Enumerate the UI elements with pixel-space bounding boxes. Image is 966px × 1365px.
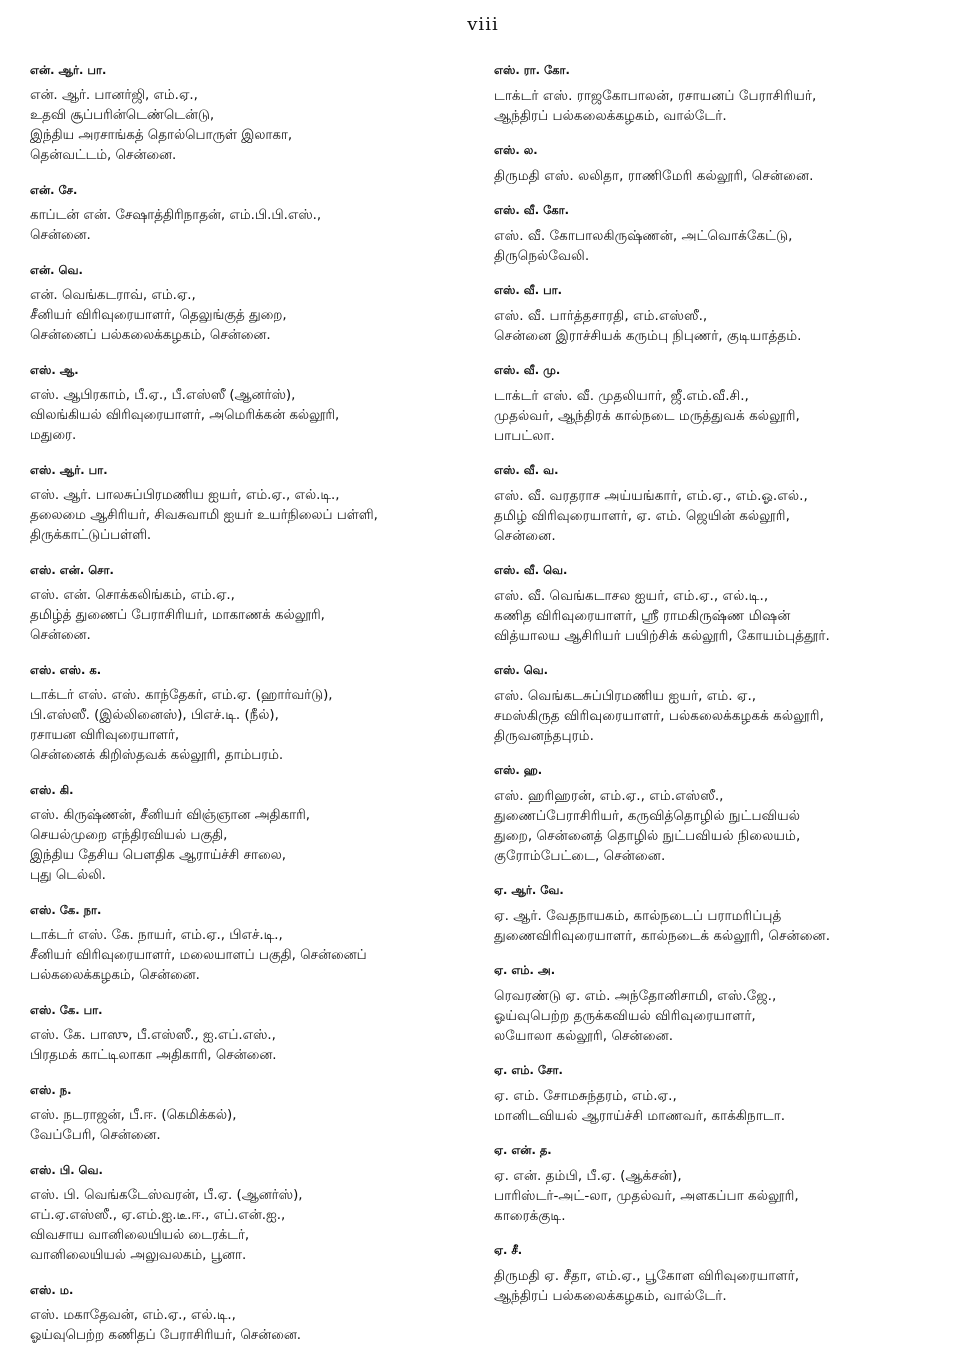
contributor-entry [30, 262, 470, 346]
contributor-detail-line: டாக்டர் எஸ். வீ. முதலியார், ஜீ.எம்.வீ.சி., [494, 388, 749, 404]
contributor-detail-line: எஸ். என். சொக்கலிங்கம், எம்.ஏ., [30, 588, 235, 603]
contributor-entry [30, 562, 470, 646]
contributor-entry [30, 362, 470, 446]
contributor-detail-line: ஆந்திரப் பல்கலைக்கழகம், வால்டேர். [494, 1288, 727, 1304]
contributor-detail-line: சென்னை. [30, 628, 91, 643]
contributor-detail-line: ஓய்வுபெற்ற தருக்கவியல் விரிவுரையாளர், [494, 1008, 756, 1024]
contributor-detail-line: என். ஆர். பானர்ஜி, எம்.ஏ., [30, 88, 198, 103]
contributor-detail-line: சென்னைக் கிறிஸ்தவக் கல்லூரி, தாம்பரம். [30, 748, 284, 763]
contributor-entry [494, 562, 944, 646]
contributor-detail-line: திருவனந்தபுரம். [494, 728, 594, 744]
contributor-detail-line: விலங்கியல் விரிவுரையாளர், அமெரிக்கன் கல்லூரி, [30, 408, 340, 423]
contributor-detail-line: எஸ். நடராஜன், பீ.ஈ. (கெமிக்கல்), [30, 1108, 237, 1123]
contributor-detail-line: எஸ். ஹரிஹரன், எம்.ஏ., எம்.எஸ்ஸீ., [494, 788, 724, 804]
contributor-abbreviation: ஏ. ஆர். வே. [494, 883, 564, 897]
contributor-abbreviation: எஸ். வீ. வெ. [494, 563, 568, 577]
contributor-detail-line: சீனியர் விரிவுரையாளர், தெலுங்குத் துறை, [30, 308, 287, 323]
contributor-abbreviation: ஏ. என். த. [494, 1143, 552, 1157]
contributor-detail-line: எஸ். ஆபிரகாம், பீ.ஏ., பீ.எஸ்ஸீ (ஆனர்ஸ்), [30, 388, 296, 403]
contributor-detail-line: எஸ். ஆர். பாலசுப்பிரமணிய ஐயர், எம்.ஏ., எல்.டி., [30, 488, 340, 503]
contributor-detail-line: ரெவரண்டு ஏ. எம். அந்தோனிசாமி, எஸ்.ஜே., [494, 988, 777, 1004]
contributor-detail-line: எஸ். வீ. வெங்கடாசல ஐயர், எம்.ஏ., எல்.டி., [494, 588, 769, 604]
contributor-detail-line: காப்டன் என். சேஷாத்திரிநாதன், எம்.பி.பி.எஸ்., [30, 208, 322, 223]
contributor-detail-line: டாக்டர் எஸ். கே. நாயர், எம்.ஏ., பிஎச்.டி., [30, 928, 283, 943]
contributor-detail-line: லயோலா கல்லூரி, சென்னை. [494, 1028, 674, 1044]
contributor-entry [494, 142, 944, 186]
contributor-entry [494, 762, 944, 866]
contributor-abbreviation: எஸ். வீ. வ. [494, 463, 559, 477]
contributor-detail-line: துறை, சென்னைத் தொழில் நுட்பவியல் நிலையம், [494, 828, 801, 844]
contributor-detail-line: எப்.ஏ.எஸ்ஸீ., ஏ.எம்.ஐ.டீ.ஈ., எப்.என்.ஐ., [30, 1208, 286, 1223]
contributor-detail-line: உதவி சூப்பரின்டெண்டென்டு, [30, 108, 215, 123]
contributor-detail-line: எஸ். கே. பாஸு, பீ.எஸ்ஸீ., ஐ.எப்.எஸ்., [30, 1028, 276, 1043]
contributor-detail-line: சென்னைப் பல்கலைக்கழகம், சென்னை. [30, 328, 271, 343]
left-column [30, 62, 470, 1362]
contributor-detail-line: சென்னை. [30, 228, 91, 243]
contributor-abbreviation: எஸ். வீ. மு. [494, 363, 561, 377]
contributor-detail-line: ஏ. ஆர். வேதநாயகம், கால்நடைப் பராமரிப்புத் [494, 908, 782, 924]
contributor-entry [494, 202, 944, 266]
page-number: viii [467, 14, 499, 35]
contributor-detail-line: வித்யாலய ஆசிரியர் பயிற்சிக் கல்லூரி, கோயம்புத்தூர். [494, 628, 830, 644]
contributor-entry [494, 1242, 944, 1306]
contributor-detail-line: திருமதி எஸ். லலிதா, ராணிமேரி கல்லூரி, சென்னை. [494, 168, 814, 184]
contributor-detail-line: எஸ். கிருஷ்ணன், சீனியர் விஞ்ஞான அதிகாரி, [30, 808, 310, 823]
contributor-entry [30, 1082, 470, 1146]
contributor-entry [494, 962, 944, 1046]
contributor-detail-line: சென்னை. [494, 528, 556, 544]
contributor-detail-line: துணைப்பேராசிரியர், கருவித்தொழில் நுட்பவியல் [494, 808, 801, 824]
contributor-abbreviation: எஸ். வீ. பா. [494, 283, 563, 297]
contributor-entry [494, 662, 944, 746]
contributor-detail-line: காரைக்குடி. [494, 1208, 566, 1224]
contributor-entry [30, 1002, 470, 1066]
contributor-entry [494, 462, 944, 546]
contributor-detail-line: டாக்டர் எஸ். ராஜகோபாலன், ரசாயனப் பேராசிரியர், [494, 88, 817, 104]
contributor-detail-line: வேப்பேரி, சென்னை. [30, 1128, 161, 1143]
contributor-abbreviation: எஸ். என். சொ. [30, 563, 114, 577]
contributor-abbreviation: எஸ். கி. [30, 783, 74, 797]
contributor-abbreviation: எஸ். எஸ். க. [30, 663, 102, 677]
contributor-abbreviation: ஏ. எம். சோ. [494, 1063, 563, 1077]
contributor-detail-line: எஸ். மகாதேவன், எம்.ஏ., எல்.டி., [30, 1308, 236, 1323]
contributor-entry [30, 1282, 470, 1346]
contributor-detail-line: இந்திய தேசிய பௌதிக ஆராய்ச்சி சாலை, [30, 848, 286, 863]
contributor-detail-line: விவசாய வானிலையியல் டைரக்டர், [30, 1228, 250, 1243]
contributor-detail-line: புது டெல்லி. [30, 868, 106, 883]
contributor-detail-line: எஸ். வீ. வரதராச அய்யங்கார், எம்.ஏ., எம்.ஓ.எல்., [494, 488, 808, 504]
contributor-abbreviation: எஸ். ல. [494, 143, 538, 157]
contributor-abbreviation: எஸ். வெ. [494, 663, 549, 677]
contributor-detail-line: ஏ. என். தம்பி, பீ.ஏ. (ஆக்சன்), [494, 1168, 682, 1184]
contributor-entry [494, 1062, 944, 1126]
contributor-abbreviation: ஏ. சீ. [494, 1243, 523, 1257]
contributor-entry [30, 62, 470, 166]
contributor-entry [494, 282, 944, 346]
contributor-abbreviation: ஏ. எம். அ. [494, 963, 556, 977]
contributor-detail-line: எஸ். வீ. கோபாலகிருஷ்ணன், அட்வொக்கேட்டு, [494, 228, 793, 244]
contributor-detail-line: வானிலையியல் அலுவலகம், பூனா. [30, 1248, 247, 1263]
contributor-detail-line: திருமதி ஏ. சீதா, எம்.ஏ., பூகோள விரிவுரையாளர், [494, 1268, 800, 1284]
contributor-detail-line: ஆந்திரப் பல்கலைக்கழகம், வால்டேர். [494, 108, 727, 124]
contributor-detail-line: பல்கலைக்கழகம், சென்னை. [30, 968, 200, 983]
contributor-detail-line: தமிழ்த் துணைப் பேராசிரியர், மாகாணக் கல்லூரி, [30, 608, 325, 623]
contributor-detail-line: டாக்டர் எஸ். எஸ். காந்தேகர், எம்.ஏ. (ஹார்வர்டு), [30, 688, 333, 703]
contributor-entry [30, 182, 470, 246]
contributor-abbreviation: எஸ். பி. வெ. [30, 1163, 103, 1177]
contributor-detail-line: மானிடவியல் ஆராய்ச்சி மாணவர், காக்கிநாடா. [494, 1108, 786, 1124]
contributor-detail-line: தலைமை ஆசிரியர், சிவசுவாமி ஐயர் உயர்நிலைப் பள்ளி, [30, 508, 378, 523]
contributor-abbreviation: எஸ். கே. நா. [30, 903, 102, 917]
contributor-detail-line: எஸ். வெங்கடசுப்பிரமணிய ஐயர், எம். ஏ., [494, 688, 757, 704]
contributor-entry [30, 782, 470, 886]
contributor-detail-line: திருக்காட்டுப்பள்ளி. [30, 528, 152, 543]
contributor-entry [30, 462, 470, 546]
contributor-detail-line: சீனியர் விரிவுரையாளர், மலையாளப் பகுதி, சென்னைப் [30, 948, 367, 963]
contributor-detail-line: பாரிஸ்டர்-அட்-லா, முதல்வர், அளகப்பா கல்லூரி, [494, 1188, 799, 1204]
contributor-detail-line: தென்வட்டம், சென்னை. [30, 148, 177, 163]
contributor-entry [30, 902, 470, 986]
contributor-abbreviation: எஸ். ம. [30, 1283, 74, 1297]
contributor-detail-line: பிரதமக் காட்டிலாகா அதிகாரி, சென்னை. [30, 1048, 277, 1063]
contributor-abbreviation: எஸ். ஆ. [30, 363, 79, 377]
contributor-abbreviation: எஸ். வீ. கோ. [494, 203, 569, 217]
contributor-abbreviation: எஸ். ஆர். பா. [30, 463, 108, 477]
right-column [494, 62, 944, 1322]
contributor-detail-line: தமிழ் விரிவுரையாளர், ஏ. எம். ஜெயின் கல்லூரி, [494, 508, 790, 524]
contributor-abbreviation: எஸ். கே. பா. [30, 1003, 103, 1017]
contributor-detail-line: பி.எஸ்ஸீ. (இல்லினைஸ்), பிஎச்.டி. (நீல்), [30, 708, 279, 723]
contributor-abbreviation: எஸ். ந. [30, 1083, 72, 1097]
contributor-detail-line: ரசாயன விரிவுரையாளர், [30, 728, 180, 743]
contributor-entry [494, 62, 944, 126]
contributor-detail-line: எஸ். பி. வெங்கடேஸ்வரன், பீ.ஏ. (ஆனர்ஸ்), [30, 1188, 303, 1203]
contributor-detail-line: குரோம்பேட்டை, சென்னை. [494, 848, 666, 864]
contributor-detail-line: எஸ். வீ. பார்த்தசாரதி, எம்.எஸ்ஸீ., [494, 308, 708, 324]
contributor-detail-line: கணித விரிவுரையாளர், ஸ்ரீ ராமகிருஷ்ண மிஷன் [494, 608, 791, 624]
contributor-detail-line: சமஸ்கிருத விரிவுரையாளர், பல்கலைக்கழகக் கல்லூரி, [494, 708, 824, 724]
contributor-detail-line: சென்னை இராச்சியக் கரும்பு நிபுணர், குடியாத்தம். [494, 328, 802, 344]
contributor-entry [494, 882, 944, 946]
contributor-detail-line: ஓய்வுபெற்ற கணிதப் பேராசிரியர், சென்னை. [30, 1328, 302, 1343]
contributor-detail-line: மதுரை. [30, 428, 77, 443]
contributor-detail-line: பாபட்லா. [494, 428, 555, 444]
contributor-abbreviation: என். சே. [30, 183, 78, 197]
contributor-detail-line: துணைவிரிவுரையாளர், கால்நடைக் கல்லூரி, சென்னை. [494, 928, 831, 944]
contributor-detail-line: என். வெங்கடராவ், எம்.ஏ., [30, 288, 196, 303]
contributor-detail-line: இந்திய அரசாங்கத் தொல்பொருள் இலாகா, [30, 128, 293, 143]
contributor-entry [494, 1142, 944, 1226]
contributor-abbreviation: எஸ். ரா. கோ. [494, 63, 570, 77]
contributor-abbreviation: எஸ். ஹ. [494, 763, 543, 777]
contributor-abbreviation: என். வெ. [30, 263, 83, 277]
contributor-detail-line: திருநெல்வேலி. [494, 248, 590, 264]
contributor-detail-line: செயல்முறை எந்திரவியல் பகுதி, [30, 828, 228, 843]
contributor-entry [30, 662, 470, 766]
contributor-detail-line: முதல்வர், ஆந்திரக் கால்நடை மருத்துவக் கல்லூரி, [494, 408, 800, 424]
contributor-detail-line: ஏ. எம். சோமசுந்தரம், எம்.ஏ., [494, 1088, 677, 1104]
contributor-abbreviation: என். ஆர். பா. [30, 63, 107, 77]
contributor-entry [494, 362, 944, 446]
contributor-entry [30, 1162, 470, 1266]
